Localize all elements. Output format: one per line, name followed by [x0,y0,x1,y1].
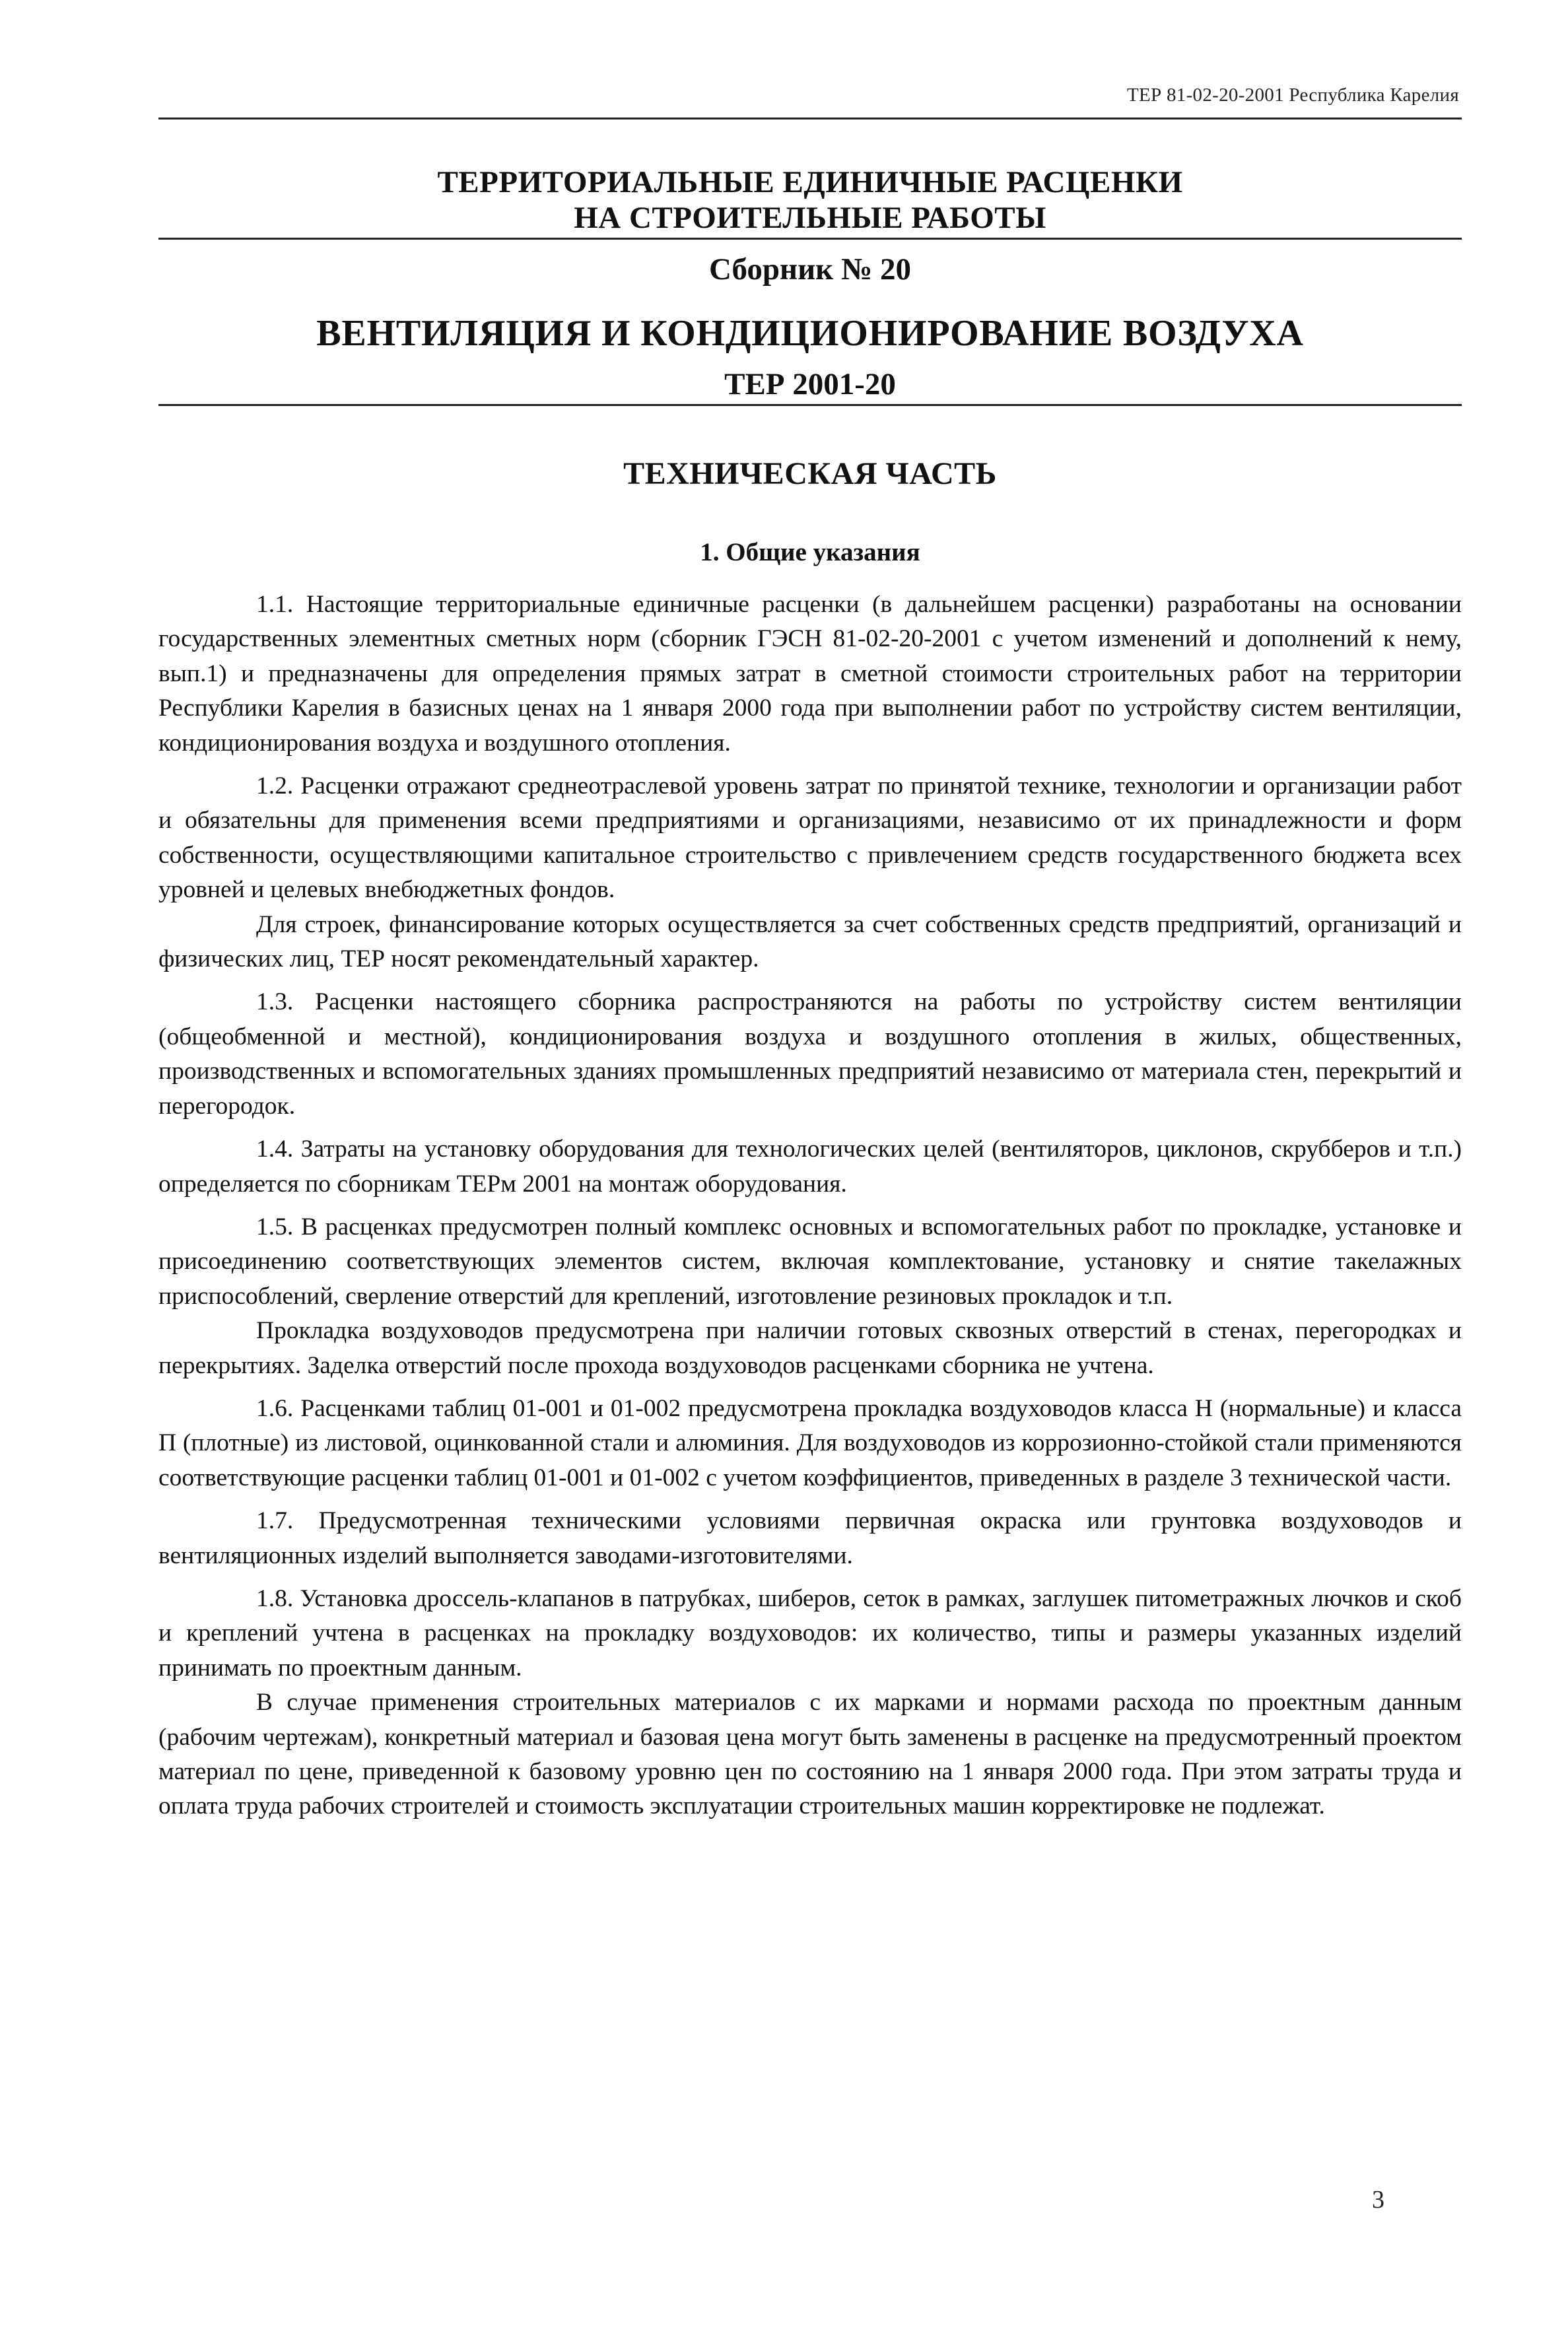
header-reference: ТЕР 81-02-20-2001 Республика Карелия [1126,85,1459,106]
collection-number: Сборник № 20 [708,252,911,287]
technical-part-heading: ТЕХНИЧЕСКАЯ ЧАСТЬ [623,456,997,491]
title-line-2: НА СТРОИТЕЛЬНЫЕ РАБОТЫ [574,201,1046,235]
paragraph-1-6: 1.6. Расценками таблиц 01-001 и 01-002 предусмотрена прокладка воздуховодов класса Н (нормальные) и класса П (плотные) из листовой, оцинкованной стали и алюминия. Для воздуховодов из коррозионно-стойкой стали применяются соответствующие расценки таблиц 01-001 и 01-002 с учетом коэффициентов, приведенных в разделе 3 технической части. [158,1394,1462,1491]
paragraph-1-1: 1.1. Настоящие территориальные единичные расценки (в дальнейшем расценки) разработаны на основании государственных элементных сметных норм (сборник ГЭСН 81-02-20-2001 с учетом изменений и дополнений к нему, вып.1) и предназначены для определения прямых затрат в сметной стоимости строительных работ на территории Республики Карелия в базисных ценах на 1 января 2000 года при выполнении работ по устройству систем вентиляции, кондиционирования воздуха и воздушного отопления. [158,591,1462,757]
ter-code: ТЕР 2001-20 [724,367,896,401]
title-line-1: ТЕРРИТОРИАЛЬНЫЕ ЕДИНИЧНЫЕ РАСЦЕНКИ [437,165,1183,199]
paragraph-1-7: 1.7. Предусмотренная техническими условиями первичная окраска или грунтовка воздуховодов и вентиляционных изделий выполняется заводами-изготовителями. [158,1507,1462,1569]
paragraph-1-2-note: Для строек, финансирование которых осуществляется за счет собственных средств предприятий, организаций и физических лиц, ТЕР носят рекомендательный характер. [158,910,1462,973]
title-divider [158,238,1462,240]
paragraph-1-2: 1.2. Расценки отражают среднеотраслевой уровень затрат по принятой технике, технологии и организации работ и обязательны для применения всеми предприятиями и организациями, независимо от их принадлежности и форм собственности, осуществляющими капитальное строительство с привлечением средств государственного бюджета всех уровней и целевых внебюджетных фондов. [158,772,1462,904]
paragraph-1-4: 1.4. Затраты на установку оборудования для технологических целей (вентиляторов, циклонов, скрубберов и т.п.) определяется по сборникам ТЕРм 2001 на монтаж оборудования. [158,1136,1462,1198]
body-text [158,588,1462,1824]
header-divider [158,118,1462,119]
paragraph-1-8: 1.8. Установка дроссель-клапанов в патрубках, шиберов, сеток в рамках, заглушек питометражных лючков и скоб и креплений учтена в расценках на прокладку воздуховодов: их количество, типы и размеры указанных изделий принимать по проектным данным. [158,1584,1462,1681]
paragraph-1-5-note: Прокладка воздуховодов предусмотрена при наличии готовых сквозных отверстий в стенах, перегородках и перекрытиях. Заделка отверстий после прохода воздуховодов расценками сборника не учтена. [158,1317,1462,1379]
page-number: 3 [1372,2186,1384,2214]
section-title: ВЕНТИЛЯЦИЯ И КОНДИЦИОНИРОВАНИЕ ВОЗДУХА [316,313,1304,354]
paragraph-1-3: 1.3. Расценки настоящего сборника распространяются на работы по устройству систем вентиляции (общеобменной и местной), кондиционирования воздуха и воздушного отопления в жилых, общественных, производственных и вспомогательных зданиях промышленных предприятий независимо от материала стен, перекрытий и перегородок. [158,988,1462,1120]
section-divider [158,404,1462,406]
general-instructions-heading: 1. Общие указания [700,538,920,566]
paragraph-1-8-note: В случае применения строительных материалов с их марками и нормами расхода по проектным данным (рабочим чертежам), конкретный материал и базовая цена могут быть заменены в расценке на предусмотренный проектом материал по цене, приведенной к базовому уровню цен по состоянию на 1 января 2000 года. При этом затраты труда и оплата труда рабочих строителей и стоимость эксплуатации строительных машин корректировке не подлежат. [158,1689,1462,1820]
paragraph-1-5: 1.5. В расценках предусмотрен полный комплекс основных и вспомогательных работ по прокладке, установке и присоединению соответствующих элементов систем, включая комплектование, установку и снятие такелажных приспособлений, сверление отверстий для креплений, изготовление резиновых прокладок и т.п. [158,1213,1462,1310]
